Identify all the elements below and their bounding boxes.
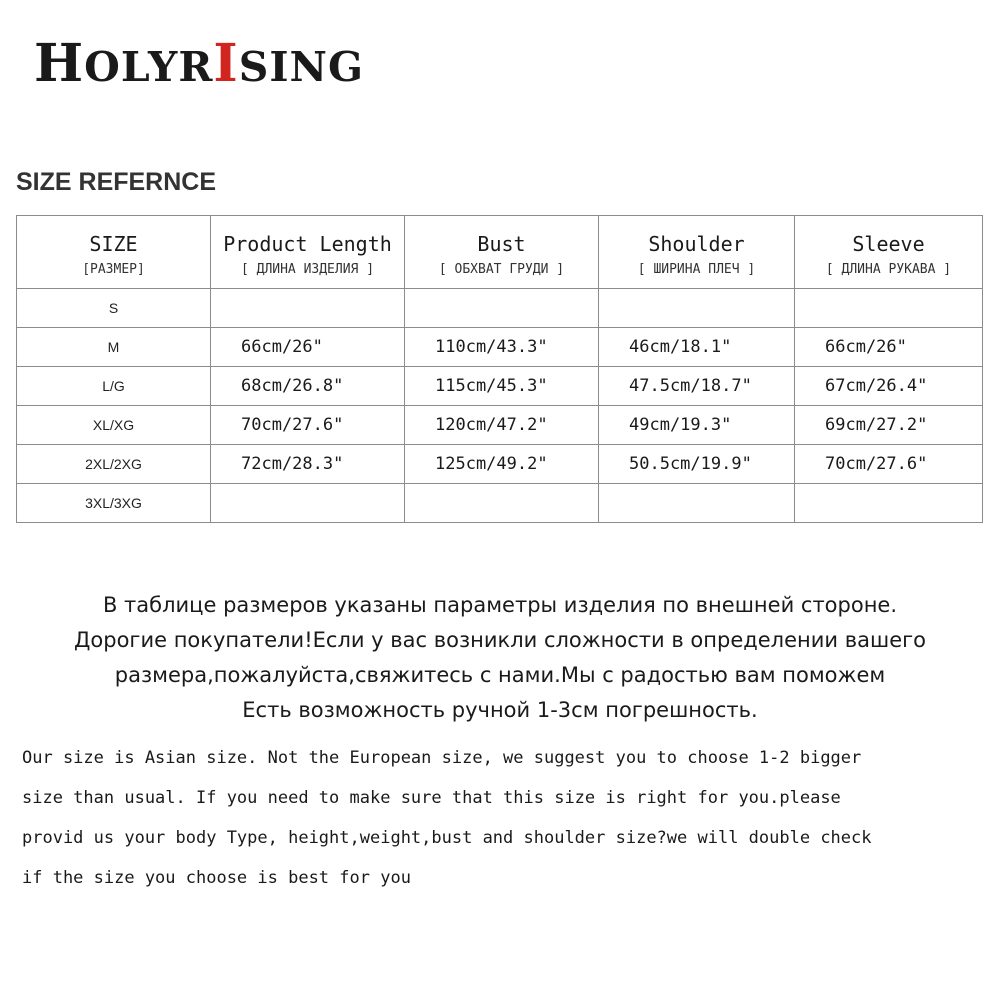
bust-cell: 125cm/49.2" <box>405 445 599 484</box>
length-cell: 70cm/27.6" <box>211 406 405 445</box>
russian-note-line: Есть возможность ручной 1-3см погрешность. <box>242 698 758 722</box>
size-cell: S <box>17 289 211 328</box>
header-shoulder <box>599 216 795 289</box>
size-table <box>16 215 983 523</box>
header-sub: [РАЗМЕР] <box>82 261 145 277</box>
sleeve-cell <box>795 484 983 523</box>
logo-text-part: SING <box>238 43 365 91</box>
bust-cell: 110cm/43.3" <box>405 328 599 367</box>
russian-note-line: Дорогие покупатели!Если у вас возникли сложности в определении вашего <box>73 628 926 652</box>
table-row <box>17 445 983 484</box>
logo-letter-i: I <box>213 33 239 94</box>
table-row <box>17 289 983 328</box>
english-note-line: if the size you choose is best for you <box>22 868 411 888</box>
length-cell <box>211 484 405 523</box>
english-note-line: provid us your body Type, height,weight,bust and shoulder size?we will double check <box>22 828 872 848</box>
shoulder-cell: 50.5cm/19.9" <box>599 445 795 484</box>
header-label: Shoulder <box>648 231 745 256</box>
header-label: Product Length <box>223 231 392 256</box>
shoulder-cell <box>599 289 795 328</box>
header-bust <box>405 216 599 289</box>
size-cell: M <box>17 328 211 367</box>
bust-cell <box>405 484 599 523</box>
bust-cell: 115cm/45.3" <box>405 367 599 406</box>
sleeve-cell: 67cm/26.4" <box>795 367 983 406</box>
header-sub: [ ДЛИНА РУКАВА ] <box>825 261 952 277</box>
russian-note <box>0 588 1000 728</box>
shoulder-cell <box>599 484 795 523</box>
table-row <box>17 484 983 523</box>
header-size <box>17 216 211 289</box>
length-cell: 72cm/28.3" <box>211 445 405 484</box>
size-cell: L/G <box>17 367 211 406</box>
header-sub: [ ОБХВАТ ГРУДИ ] <box>438 261 565 277</box>
sleeve-cell <box>795 289 983 328</box>
sleeve-cell: 69cm/27.2" <box>795 406 983 445</box>
length-cell: 68cm/26.8" <box>211 367 405 406</box>
table-row <box>17 328 983 367</box>
russian-note-line: размера,пожалуйста,свяжитесь с нами.Мы с радостью вам поможем <box>114 663 886 687</box>
header-label: Sleeve <box>852 231 925 256</box>
header-sleeve <box>795 216 983 289</box>
section-title: SIZE REFERNCE <box>16 168 217 196</box>
english-note <box>22 738 982 898</box>
size-cell: XL/XG <box>17 406 211 445</box>
table-row <box>17 367 983 406</box>
brand-logo <box>34 33 365 94</box>
bust-cell <box>405 289 599 328</box>
size-cell: 3XL/3XG <box>17 484 211 523</box>
size-cell: 2XL/2XG <box>17 445 211 484</box>
russian-note-line: В таблице размеров указаны параметры изделия по внешней стороне. <box>102 593 898 617</box>
header-label: Bust <box>477 231 526 256</box>
sleeve-cell: 70cm/27.6" <box>795 445 983 484</box>
logo-letter-h: H <box>34 33 85 94</box>
header-label: SIZE <box>89 231 138 256</box>
length-cell <box>211 289 405 328</box>
shoulder-cell: 49cm/19.3" <box>599 406 795 445</box>
sleeve-cell: 66cm/26" <box>795 328 983 367</box>
header-sub: [ ШИРИНА ПЛЕЧ ] <box>637 261 756 277</box>
header-sub: [ ДЛИНА ИЗДЕЛИЯ ] <box>240 261 375 277</box>
shoulder-cell: 46cm/18.1" <box>599 328 795 367</box>
length-cell: 66cm/26" <box>211 328 405 367</box>
bust-cell: 120cm/47.2" <box>405 406 599 445</box>
english-note-line: size than usual. If you need to make sure that this size is right for you.please <box>22 788 841 808</box>
english-note-line: Our size is Asian size. Not the European size, we suggest you to choose 1-2 bigger <box>22 748 862 768</box>
header-length <box>211 216 405 289</box>
logo-text-part: OLYR <box>84 43 214 91</box>
shoulder-cell: 47.5cm/18.7" <box>599 367 795 406</box>
table-row <box>17 406 983 445</box>
table-header-row <box>17 216 983 289</box>
